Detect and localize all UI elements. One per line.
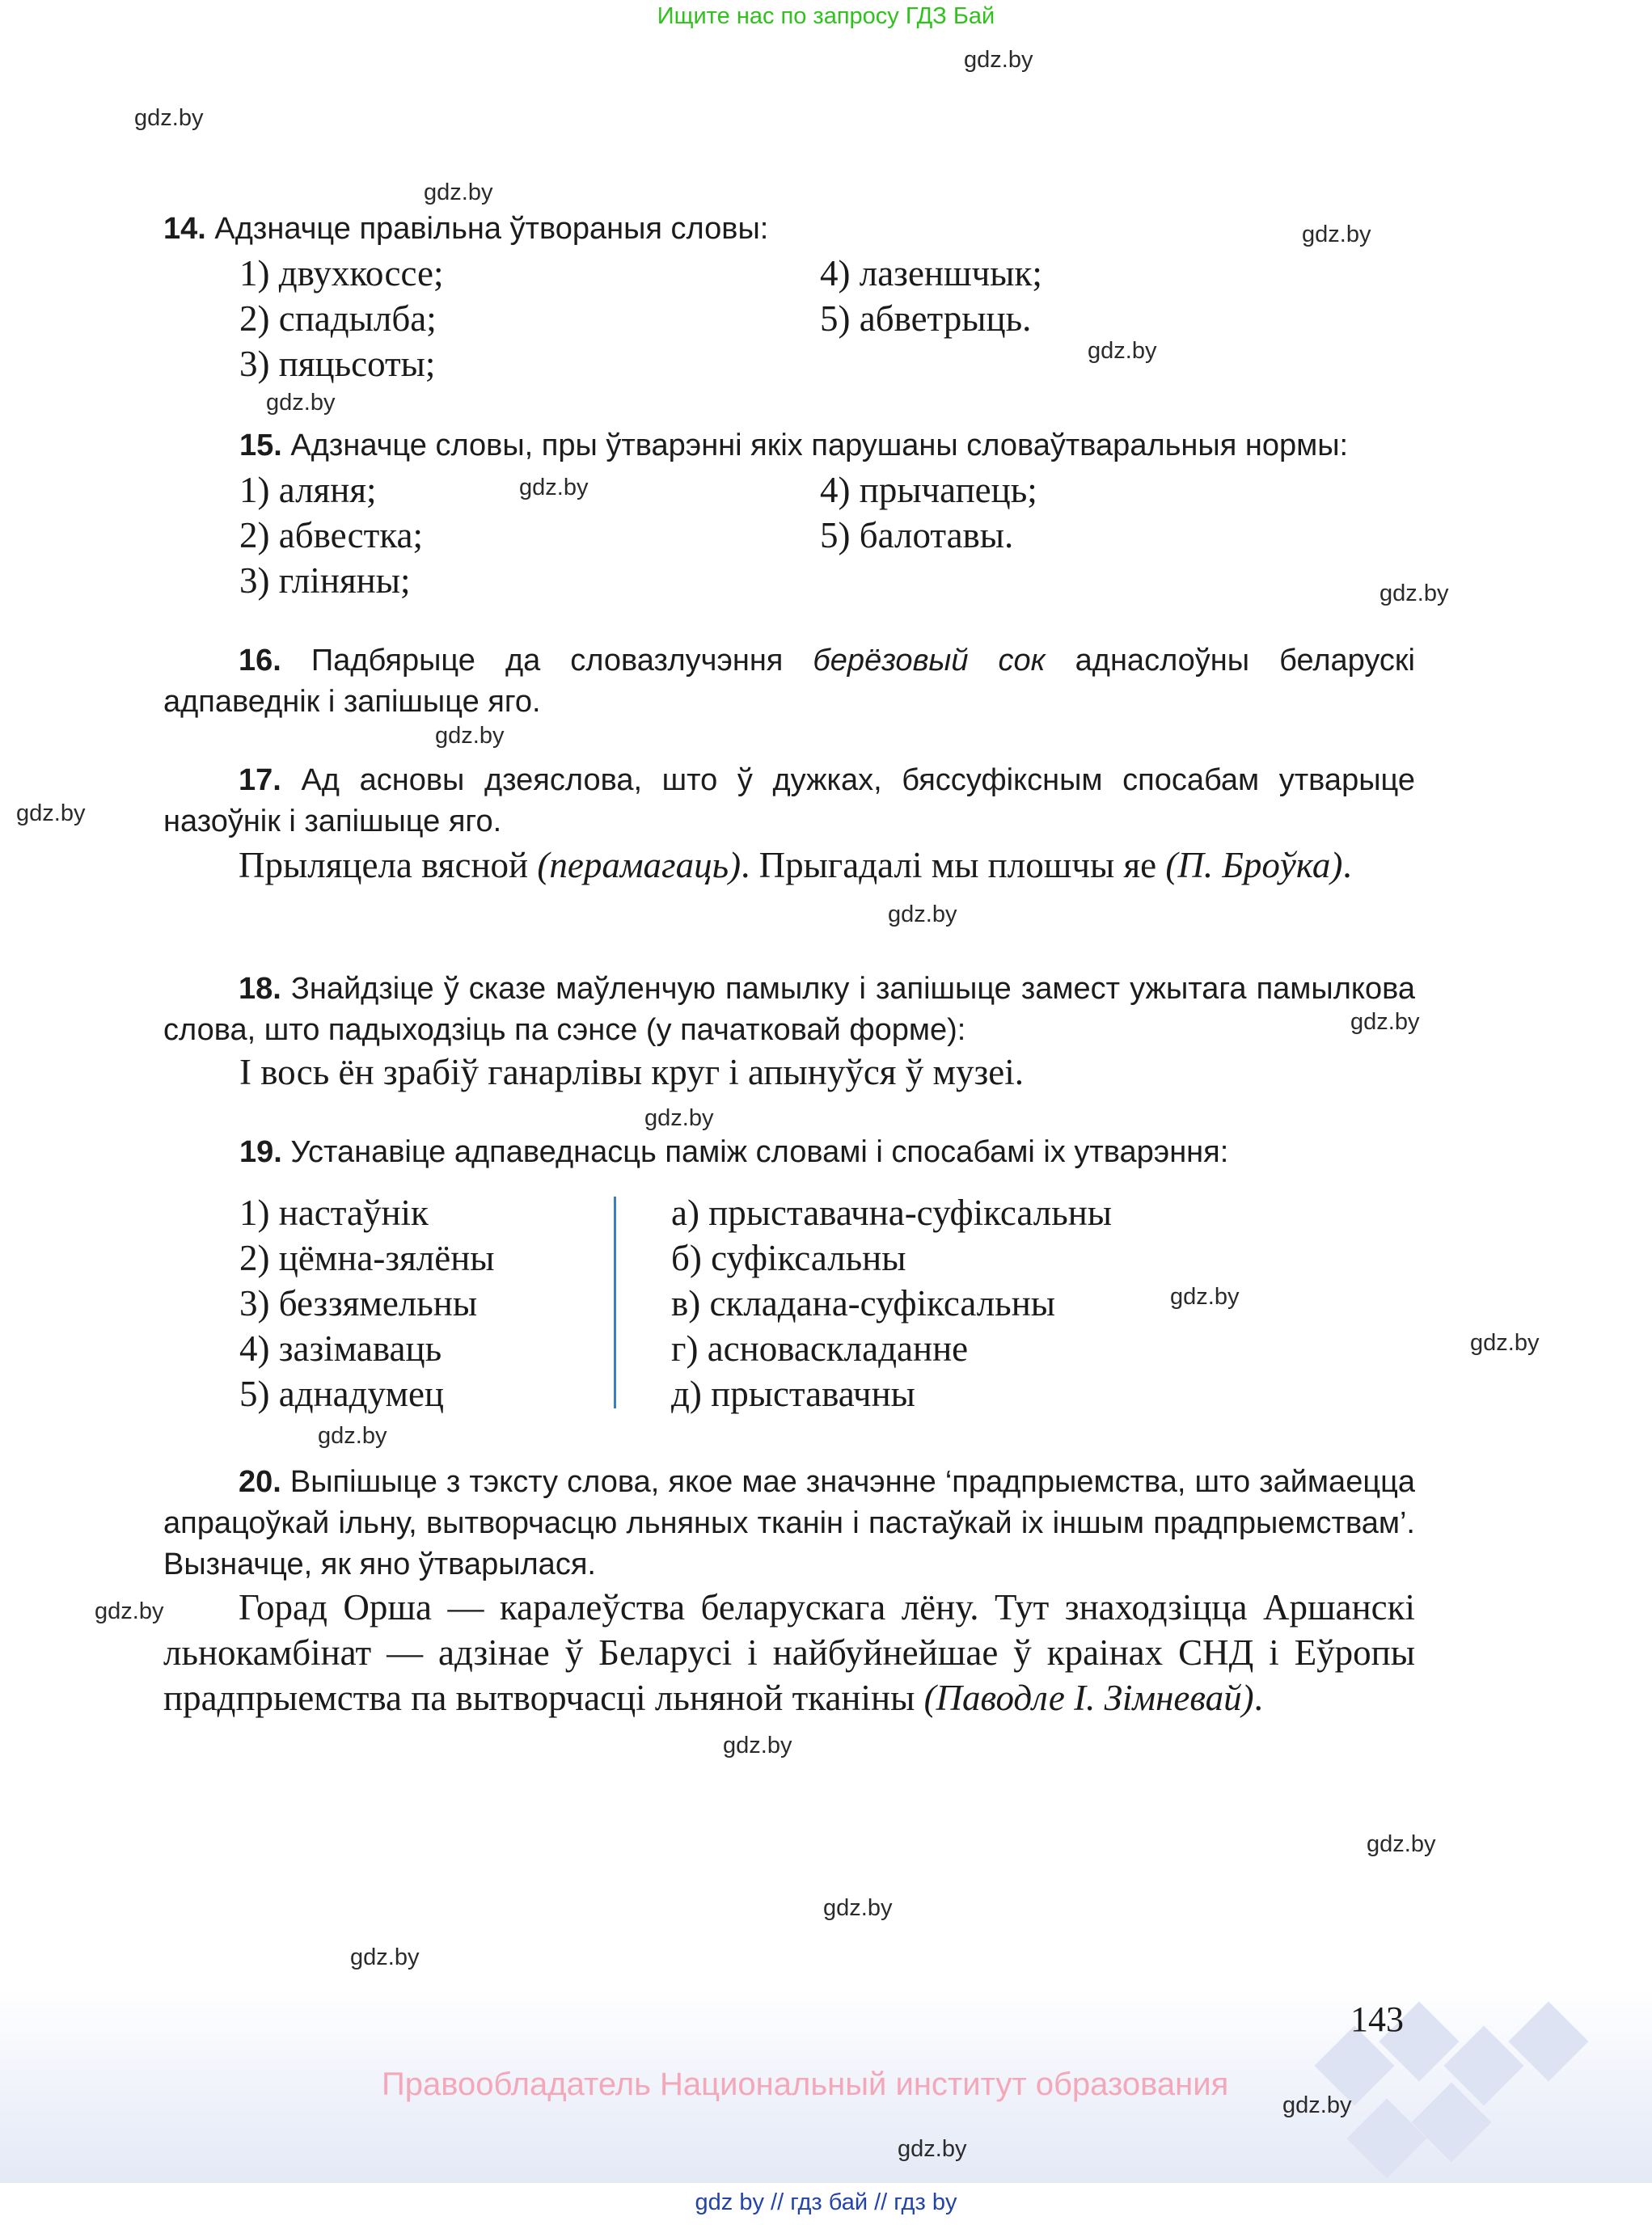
example-text: . bbox=[1253, 1678, 1263, 1718]
match-right-item: а) прыставачна-суфіксальны bbox=[671, 1193, 1113, 1233]
match-left-item: 4) зазімаваць bbox=[239, 1328, 442, 1369]
watermark: gdz.by bbox=[1350, 1009, 1420, 1035]
copyright-notice: Правообладатель Национальный институт образования bbox=[382, 2067, 1229, 2102]
watermark: gdz.by bbox=[888, 901, 957, 927]
task-15-heading bbox=[239, 425, 1420, 467]
task-number: 17. bbox=[239, 763, 281, 797]
watermark: gdz.by bbox=[350, 1944, 420, 1970]
watermark: gdz.by bbox=[823, 1895, 893, 1921]
watermark: gdz.by bbox=[1170, 1284, 1240, 1310]
option: 3) пяцьсоты; bbox=[239, 344, 436, 384]
top-banner: Ищите нас по запросу ГДЗ Бай bbox=[657, 3, 995, 29]
match-right-item: г) асноваскладанне bbox=[671, 1328, 969, 1369]
watermark: gdz.by bbox=[519, 475, 589, 500]
task-text: Знайдзіце ў сказе маўленчую памылку і запішыце замест ужытага памылкова слова, што падыходзіць па сэнсе (у пачатковай форме): bbox=[163, 972, 1415, 1047]
task-18 bbox=[163, 969, 1415, 1051]
option: 4) лазеншчык; bbox=[820, 253, 1042, 293]
task-number: 20. bbox=[239, 1465, 281, 1499]
example-text: Прыляцела вясной bbox=[239, 845, 538, 885]
watermark: gdz.by bbox=[1367, 1831, 1436, 1857]
watermark: gdz.by bbox=[1470, 1330, 1540, 1356]
task-18-example: І вось ён зрабіў ганарлівы круг і апынуўся ў музеі. bbox=[239, 1052, 1024, 1092]
example-author: (П. Броўка) bbox=[1165, 845, 1343, 885]
task-17-example bbox=[163, 842, 1415, 888]
match-right-item: б) суфіксальны bbox=[671, 1238, 906, 1278]
watermark: gdz.by bbox=[1379, 581, 1449, 606]
task-number: 18. bbox=[239, 972, 281, 1006]
page-number: 143 bbox=[1350, 1999, 1404, 2039]
match-right-item: в) складана-суфіксальны bbox=[671, 1283, 1056, 1324]
watermark: gdz.by bbox=[964, 47, 1033, 73]
task-17 bbox=[163, 760, 1415, 842]
example-text: Горад Орша — каралеўства беларускага лёну. Тут знаходзіцца Аршанскі льнокамбінат — адзінае ў Беларусі і найбуйнейшае ў краінах СНД і Еўропы прадпрыемства па вытворчасці льняной тканіны bbox=[163, 1587, 1415, 1718]
option: 5) балотавы. bbox=[820, 515, 1014, 555]
option: 2) абвестка; bbox=[239, 515, 423, 555]
task-text: Адзначце правільна ўтвораныя словы: bbox=[205, 212, 769, 246]
watermark: gdz.by bbox=[723, 1733, 792, 1758]
task-number: 15. bbox=[239, 429, 282, 462]
task-16 bbox=[163, 640, 1415, 723]
watermark: gdz.by bbox=[644, 1105, 714, 1131]
option: 3) гліняны; bbox=[239, 560, 411, 601]
match-divider bbox=[614, 1197, 616, 1408]
watermark: gdz.by bbox=[424, 179, 493, 205]
option: 5) абветрыць. bbox=[820, 298, 1032, 339]
watermark: gdz.by bbox=[134, 105, 204, 131]
example-author: (Паводле І. Зімневай) bbox=[923, 1678, 1254, 1718]
watermark: gdz.by bbox=[1282, 2092, 1352, 2118]
task-19-heading bbox=[239, 1132, 1420, 1173]
example-text: . bbox=[1342, 845, 1352, 885]
task-number: 19. bbox=[239, 1135, 282, 1169]
task-text: Падбярыце да словазлучэння bbox=[281, 644, 813, 678]
task-text: аднаслоўны беларускі адпаведнік і запішыце яго. bbox=[163, 644, 1415, 719]
task-text: Устанавіце адпаведнасць паміж словамі і спосабамі іх утварэння: bbox=[281, 1135, 1229, 1169]
match-right-item: д) прыставачны bbox=[671, 1374, 915, 1414]
example-hint: (перамагаць) bbox=[537, 845, 741, 885]
option: 1) аляня; bbox=[239, 470, 377, 510]
watermark: gdz.by bbox=[435, 723, 505, 749]
task-20 bbox=[163, 1462, 1415, 1585]
match-left-item: 5) аднадумец bbox=[239, 1374, 444, 1414]
watermark: gdz.by bbox=[266, 390, 336, 416]
task-text: Ад асновы дзеяслова, што ў дужках, бяссуфіксным спосабам утварыце назоўнік і запішыце яго. bbox=[163, 763, 1415, 838]
match-left-item: 1) настаўнік bbox=[239, 1193, 429, 1233]
task-phrase: берёзовый сок bbox=[813, 644, 1046, 678]
option: 2) спадылба; bbox=[239, 298, 437, 339]
task-number: 14. bbox=[163, 212, 206, 246]
example-text: . Прыгадалі мы плошчы яе bbox=[741, 845, 1166, 885]
task-text: Выпішыце з тэксту слова, якое мае значэнне ‘прадпрыемства, што займаецца апрацоўкай ільну, вытворчасцю льняных тканін і пастаўкай іх іншым прадпрыемствам’. Вызначце, як яно ўтварылася. bbox=[163, 1465, 1415, 1581]
bottom-links: gdz by // гдз бай // гдз by bbox=[695, 2189, 957, 2215]
watermark: gdz.by bbox=[1088, 338, 1157, 364]
option: 4) прычапець; bbox=[820, 470, 1037, 510]
match-left-item: 3) беззямельны bbox=[239, 1283, 478, 1324]
match-left-item: 2) цёмна-зялёны bbox=[239, 1238, 495, 1278]
task-20-example bbox=[163, 1585, 1415, 1720]
watermark: gdz.by bbox=[1302, 222, 1371, 247]
option: 1) двухкоссе; bbox=[239, 253, 444, 293]
watermark: gdz.by bbox=[95, 1598, 164, 1624]
watermark: gdz.by bbox=[898, 2136, 967, 2162]
watermark: gdz.by bbox=[16, 800, 86, 826]
task-14-heading bbox=[163, 209, 1415, 250]
watermark: gdz.by bbox=[318, 1423, 387, 1449]
task-text: Адзначце словы, пры ўтварэнні якіх парушаны словаўтваральныя нормы: bbox=[281, 429, 1349, 462]
task-number: 16. bbox=[239, 644, 281, 678]
